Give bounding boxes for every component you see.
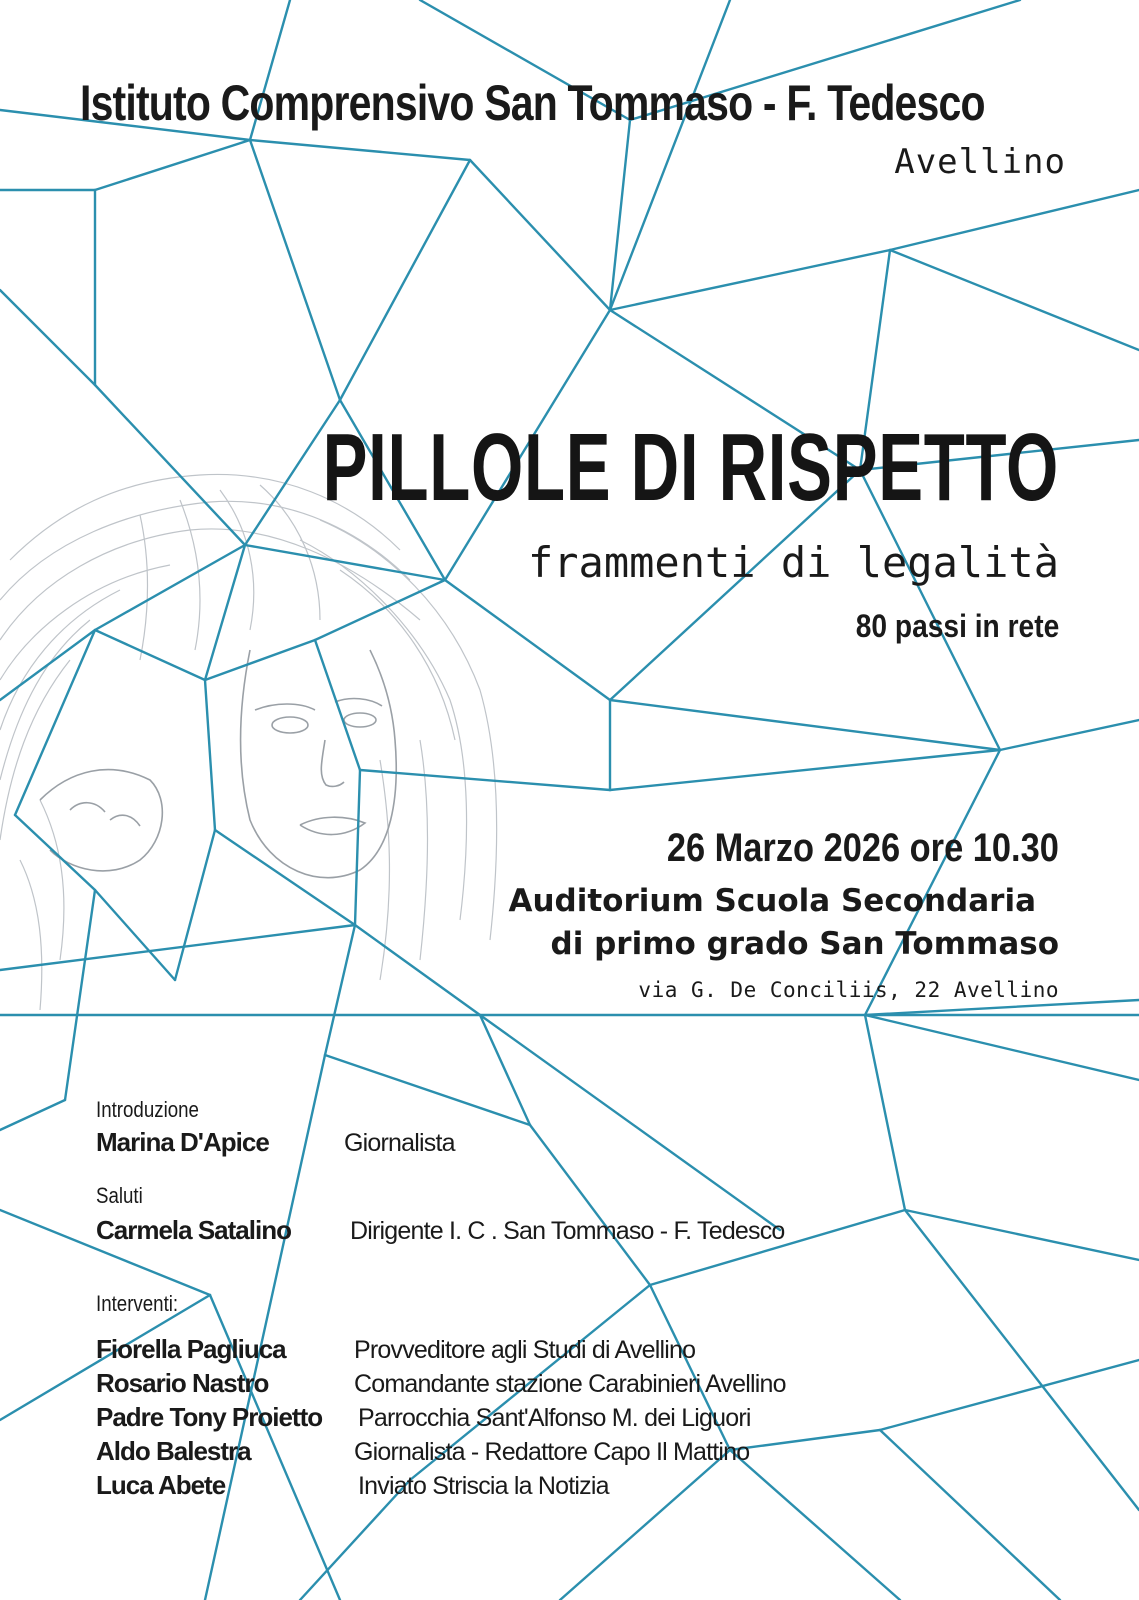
school-city: Avellino [894, 142, 1066, 182]
intro-label: Introduzione [96, 1097, 199, 1122]
talks-label: Interventi: [96, 1291, 179, 1316]
event-tagline: 80 passi in rete [855, 608, 1059, 644]
event-datetime: 26 Marzo 2026 ore 10.30 [666, 826, 1059, 870]
speaker-role: Dirigente I. C . San Tommaso - F. Tedesco [350, 1217, 785, 1245]
speaker-name: Padre Tony Proietto [96, 1402, 323, 1432]
speaker-role: Parrocchia Sant'Alfonso M. dei Liguori [358, 1404, 751, 1432]
event-subtitle: frammenti di legalità [527, 538, 1059, 587]
greetings-label: Saluti [96, 1183, 143, 1208]
speaker-name: Aldo Balestra [96, 1436, 251, 1466]
speaker-role: Giornalista [344, 1129, 455, 1157]
speaker-name: Carmela Satalino [96, 1215, 291, 1245]
speaker-role: Giornalista - Redattore Capo Il Mattino [354, 1438, 750, 1466]
speaker-role: Provveditore agli Studi di Avellino [354, 1336, 696, 1364]
speaker-role: Inviato Striscia la Notizia [358, 1472, 609, 1500]
speaker-name: Luca Abete [96, 1470, 226, 1500]
venue-line-2: di primo grado San Tommaso [550, 926, 1059, 962]
speaker-role: Comandante stazione Carabinieri Avellino [354, 1370, 786, 1398]
speaker-name: Marina D'Apice [96, 1127, 269, 1157]
venue-address: via G. De Conciliis, 22 Avellino [638, 978, 1059, 1002]
venue-line-1: Auditorium Scuola Secondaria [508, 883, 1036, 919]
event-title: PILLOLE DI RISPETTO [322, 414, 1059, 521]
speaker-name: Rosario Nastro [96, 1368, 269, 1398]
speaker-name: Fiorella Pagliuca [96, 1334, 286, 1364]
school-name: Istituto Comprensivo San Tommaso - F. Tedesco [80, 75, 985, 131]
